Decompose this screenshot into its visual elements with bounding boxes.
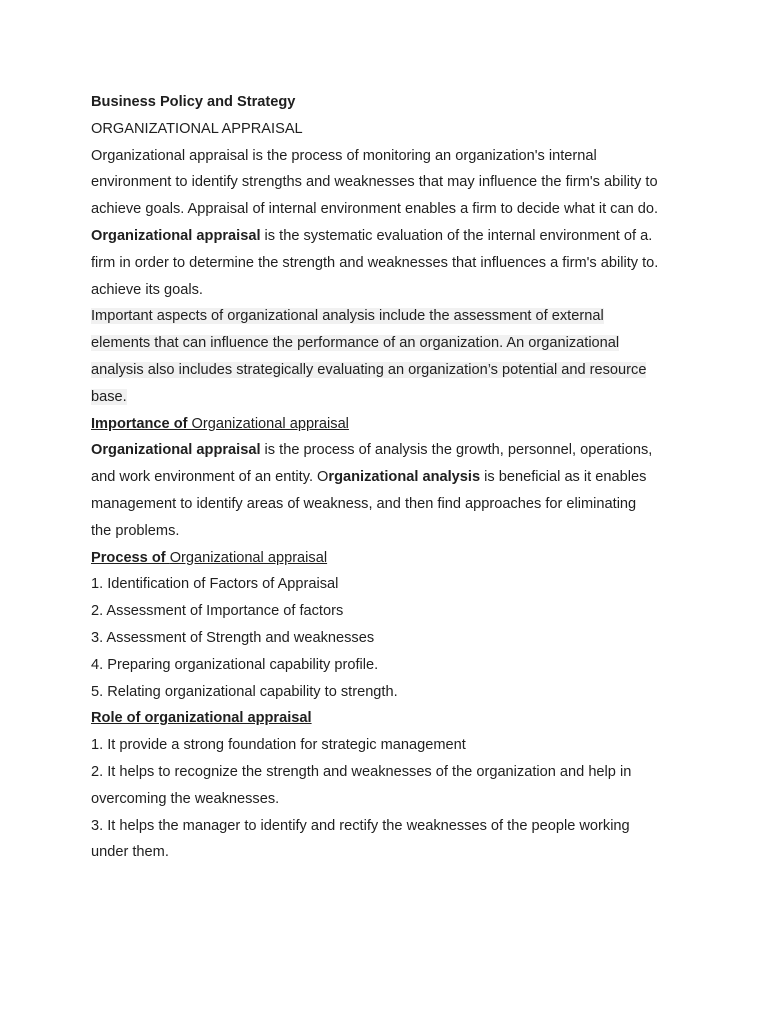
section-heading: ORGANIZATIONAL APPRAISAL: [91, 120, 303, 137]
role-line: 1. It provide a strong foundation for strategic management: [91, 737, 466, 754]
role-line: 2. It helps to recognize the strength and weaknesses of the organization and help in: [91, 763, 632, 780]
intro-line-1: Organizational appraisal is the process of monitoring an organization's internal: [91, 147, 597, 164]
process-item: 4. Preparing organizational capability profile.: [91, 656, 379, 673]
intro-line-2: environment to identify strengths and weaknesses that may influence the firm's ability to: [91, 174, 658, 191]
aspects-line-3: analysis also includes strategically evaluating an organization’s potential and resource: [91, 361, 647, 378]
document-title: Business Policy and Strategy: [91, 94, 296, 110]
role-line: under them.: [91, 844, 169, 861]
definition-text: is the systematic evaluation of the internal environment of a.: [260, 227, 653, 244]
process-item: 5. Relating organizational capability to strength.: [91, 683, 398, 700]
aspects-line-4: base.: [91, 388, 127, 405]
importance-heading: Importance of Organizational appraisal: [91, 415, 349, 432]
role-heading: Role of organizational appraisal: [91, 710, 312, 727]
aspects-line-2: elements that can influence the performance of an organization. An organizational: [91, 335, 620, 352]
importance-line-3: management to identify areas of weakness, and then find approaches for eliminating: [91, 495, 637, 512]
document-page: [91, 89, 691, 866]
process-item: 1. Identification of Factors of Appraisal: [91, 576, 339, 593]
definition-line-3: achieve its goals.: [91, 281, 203, 298]
intro-line-3: achieve goals. Appraisal of internal environment enables a firm to decide what it can do.: [91, 201, 659, 218]
process-heading: Process of Organizational appraisal: [91, 549, 328, 566]
process-item: 2. Assessment of Importance of factors: [91, 603, 344, 620]
importance-line-2: and work environment of an entity. Organizational analysis is beneficial as it enables: [91, 469, 647, 486]
role-line: overcoming the weaknesses.: [91, 790, 280, 807]
process-item: 3. Assessment of Strength and weaknesses: [91, 629, 375, 646]
aspects-line-1: Important aspects of organizational analysis include the assessment of external: [91, 308, 604, 325]
definition-line-1: [91, 223, 691, 250]
role-line: 3. It helps the manager to identify and rectify the weaknesses of the people working: [91, 817, 630, 834]
definition-line-2: firm in order to determine the strength and weaknesses that influences a firm's ability to.: [91, 254, 659, 271]
definition-term: Organizational appraisal: [91, 227, 261, 244]
importance-line-4: the problems.: [91, 522, 180, 539]
importance-line-1: Organizational appraisal is the process of analysis the growth, personnel, operations,: [91, 442, 653, 459]
